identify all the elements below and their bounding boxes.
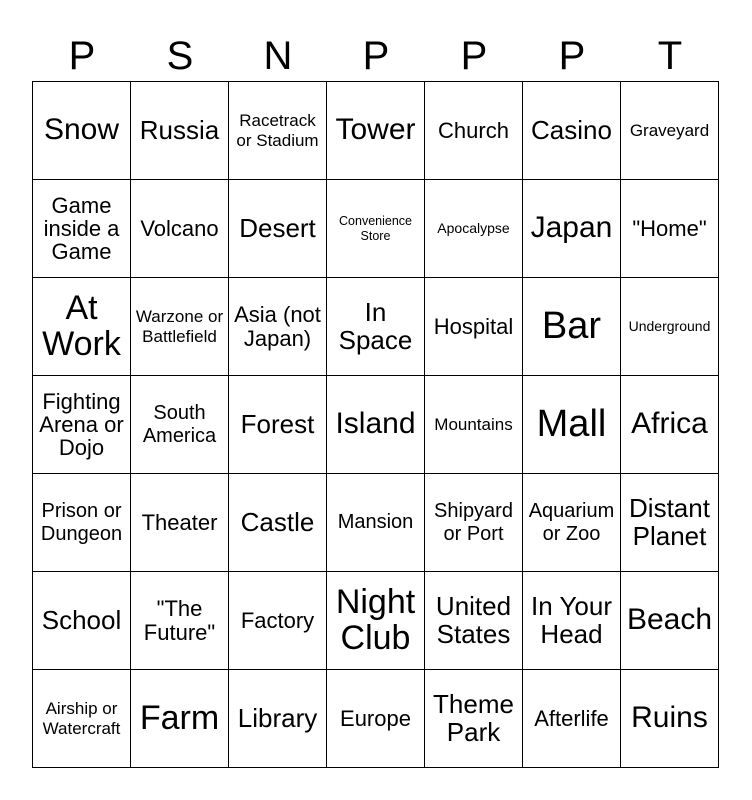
bingo-cell[interactable]: Racetrack or Stadium [229, 82, 327, 180]
bingo-cell[interactable]: Convenience Store [327, 180, 425, 278]
bingo-cell[interactable]: United States [425, 572, 523, 670]
header-letter-5: P [460, 34, 488, 78]
bingo-cell[interactable]: Distant Planet [621, 474, 719, 572]
header-letter-4: P [362, 34, 390, 78]
bingo-cell[interactable]: Desert [229, 180, 327, 278]
bingo-cell[interactable]: Night Club [327, 572, 425, 670]
bingo-cell[interactable]: Warzone or Battlefield [131, 278, 229, 376]
bingo-cell[interactable]: Bar [523, 278, 621, 376]
bingo-cell[interactable]: In Your Head [523, 572, 621, 670]
bingo-cell[interactable]: Aquarium or Zoo [523, 474, 621, 572]
bingo-cell[interactable]: Japan [523, 180, 621, 278]
bingo-cell[interactable]: Snow [33, 82, 131, 180]
bingo-cell[interactable]: Fighting Arena or Dojo [33, 376, 131, 474]
header-letter-3: N [263, 34, 293, 78]
bingo-cell[interactable]: Beach [621, 572, 719, 670]
bingo-cell[interactable]: Europe [327, 670, 425, 768]
bingo-cell[interactable]: Library [229, 670, 327, 768]
bingo-cell[interactable]: Mall [523, 376, 621, 474]
bingo-cell[interactable]: Underground [621, 278, 719, 376]
bingo-cell[interactable]: Church [425, 82, 523, 180]
bingo-cell[interactable]: Prison or Dungeon [33, 474, 131, 572]
bingo-header [33, 30, 719, 82]
bingo-cell[interactable]: "Home" [621, 180, 719, 278]
bingo-cell[interactable]: Russia [131, 82, 229, 180]
bingo-cell[interactable]: Factory [229, 572, 327, 670]
bingo-cell[interactable]: In Space [327, 278, 425, 376]
bingo-cell[interactable]: Volcano [131, 180, 229, 278]
bingo-cell[interactable]: Mountains [425, 376, 523, 474]
bingo-cell[interactable]: School [33, 572, 131, 670]
bingo-cell[interactable]: Farm [131, 670, 229, 768]
bingo-cell[interactable]: Apocalypse [425, 180, 523, 278]
header-letter-2: S [166, 34, 194, 78]
bingo-cell[interactable]: Tower [327, 82, 425, 180]
bingo-cell[interactable]: Asia (not Japan) [229, 278, 327, 376]
header-letter-1: P [68, 34, 96, 78]
bingo-cell[interactable]: South America [131, 376, 229, 474]
bingo-cell[interactable]: Hospital [425, 278, 523, 376]
bingo-cell[interactable]: Shipyard or Port [425, 474, 523, 572]
bingo-cell[interactable]: Theme Park [425, 670, 523, 768]
bingo-cell[interactable]: Airship or Watercraft [33, 670, 131, 768]
bingo-cell[interactable]: Game inside a Game [33, 180, 131, 278]
bingo-cell[interactable]: Ruins [621, 670, 719, 768]
bingo-board [32, 81, 719, 768]
bingo-cell[interactable]: Island [327, 376, 425, 474]
bingo-cell[interactable]: "The Future" [131, 572, 229, 670]
bingo-cell[interactable]: Forest [229, 376, 327, 474]
header-letter-7: T [657, 34, 683, 78]
bingo-cell[interactable]: At Work [33, 278, 131, 376]
bingo-cell[interactable]: Afterlife [523, 670, 621, 768]
bingo-cell[interactable]: Africa [621, 376, 719, 474]
bingo-cell[interactable]: Theater [131, 474, 229, 572]
header-letter-6: P [558, 34, 586, 78]
bingo-cell[interactable]: Graveyard [621, 82, 719, 180]
bingo-cell[interactable]: Mansion [327, 474, 425, 572]
bingo-cell[interactable]: Casino [523, 82, 621, 180]
bingo-cell[interactable]: Castle [229, 474, 327, 572]
